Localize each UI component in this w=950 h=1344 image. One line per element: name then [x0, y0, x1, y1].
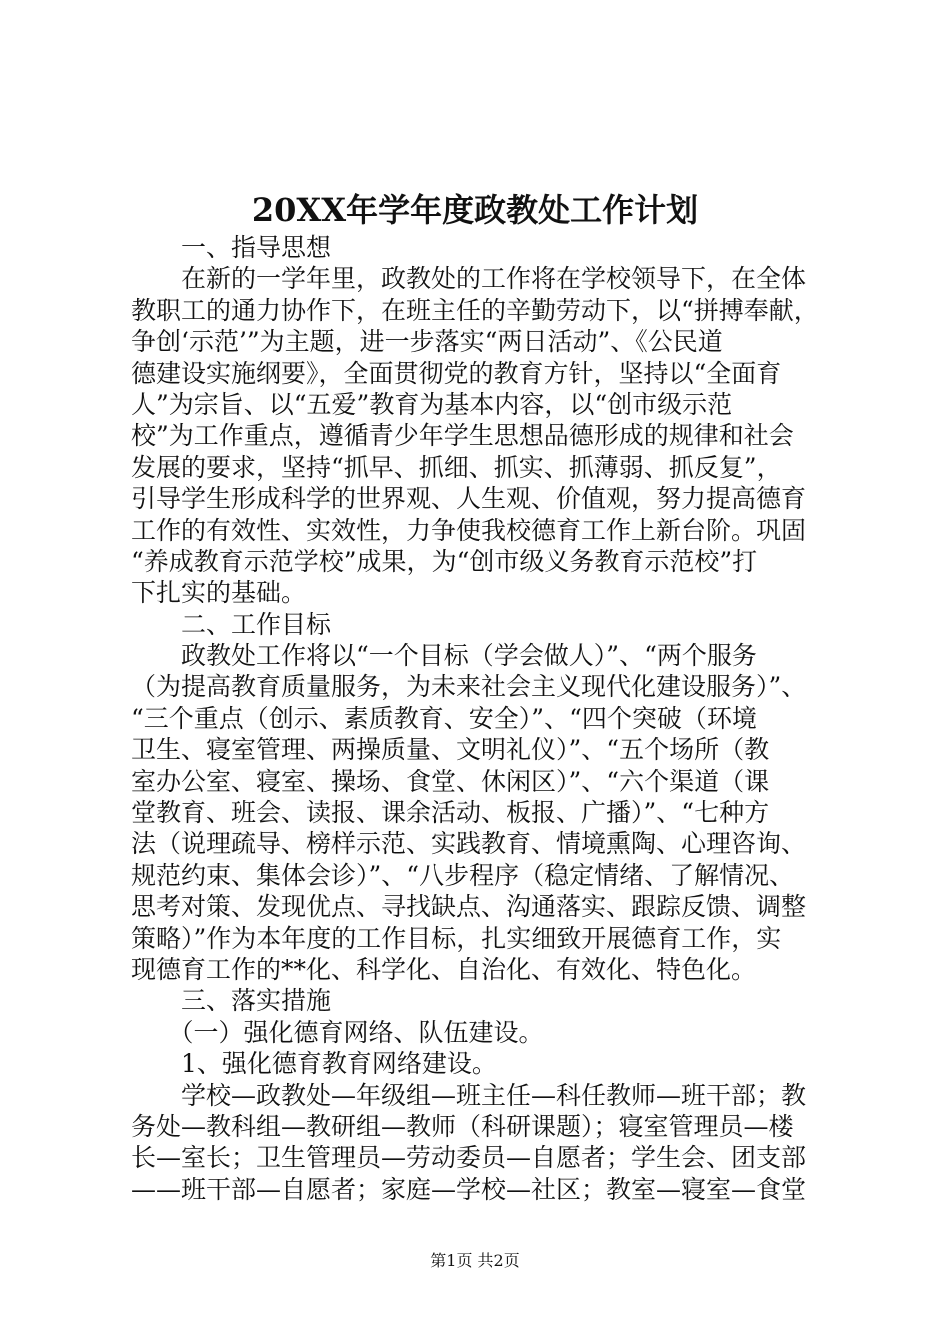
paragraph-line: 卫生、寝室管理、两操质量、文明礼仪）”、“五个场所（教	[131, 735, 770, 765]
paragraph-line: ——班干部—自愿者；家庭—学校—社区；教室—寝室—食堂	[131, 1174, 807, 1204]
paragraph-line: 教职工的通力协作下，在班主任的辛勤劳动下，以“拼搏奉献，	[131, 295, 819, 325]
paragraph-line: 规范约束、集体会诊）”、“八步程序（稳定情绪、了解情况、	[131, 860, 795, 890]
paragraph-line: 室办公室、寝室、操场、食堂、休闲区）”、“六个渠道（课	[131, 766, 770, 796]
paragraph-line: 务处—教科组—教研组—教师（科研课题）；寝室管理员—楼	[131, 1111, 794, 1141]
document-body	[131, 232, 831, 1205]
paragraph-line: 引导学生形成科学的世界观、人生观、价值观，努力提高德育	[131, 484, 807, 514]
paragraph-line: （为提高教育质量服务，为未来社会主义现代化建设服务）”、	[131, 672, 807, 702]
heading-work-goals: 二、工作目标	[131, 609, 332, 639]
page-number-footer: 第1页 共2页	[430, 1251, 520, 1270]
subheading-line: 1、强化德育教育网络建设。	[131, 1049, 497, 1079]
paragraph-line: 发展的要求，坚持“抓早、抓细、抓实、抓薄弱、抓反复”，	[131, 452, 782, 482]
paragraph-line: 德建设实施纲要》，全面贯彻党的教育方针，坚持以“全面育	[131, 358, 782, 388]
paragraph-line: 堂教育、班会、读报、课余活动、板报、广播）”、“七种方	[131, 798, 770, 828]
paragraph-line: 现德育工作的**化、科学化、自治化、有效化、特色化。	[131, 954, 757, 984]
paragraph-line: 工作的有效性、实效性，力争使我校德育工作上新台阶。巩固	[131, 515, 807, 545]
heading-guiding-ideology: 一、指导思想	[131, 233, 332, 262]
paragraph-line: 法（说理疏导、榜样示范、实践教育、情境熏陶、心理咨询、	[131, 829, 807, 859]
paragraph-line: 在新的一学年里，政教处的工作将在学校领导下，在全体	[131, 264, 807, 294]
paragraph-line: 策略）”作为本年度的工作目标，扎实细致开展德育工作，实	[131, 923, 782, 953]
paragraph-line: 学校—政教处—年级组—班主任—科任教师—班干部；教	[131, 1080, 807, 1110]
paragraph-line: 下扎实的基础。	[131, 578, 307, 608]
paragraph-line: 校”为工作重点，遵循青少年学生思想品德形成的规律和社会	[131, 421, 794, 451]
document-title: 20XX年学年度政教处工作计划	[251, 191, 699, 229]
paragraph-line: “三个重点（创示、素质教育、安全）”、“四个突破（环境	[131, 703, 757, 733]
paragraph-line: 政教处工作将以“一个目标（学会做人）”、“两个服务	[131, 641, 757, 671]
paragraph-line: “养成教育示范学校”成果，为“创市级义务教育示范校”打	[131, 546, 758, 576]
subheading-line: （一）强化德育网络、队伍建设。	[131, 1017, 544, 1047]
paragraph-line: 长—室长；卫生管理员—劳动委员—自愿者；学生会、团支部	[131, 1143, 807, 1173]
paragraph-line: 争创‘示范’”为主题，进一步落实“两日活动”、《公民道	[131, 327, 723, 357]
paragraph-line: 人”为宗旨、以“五爱”教育为基本内容，以“创市级示范	[131, 389, 733, 419]
paragraph-line: 思考对策、发现优点、寻找缺点、沟通落实、跟踪反馈、调整	[131, 892, 807, 922]
heading-implementation-measures: 三、落实措施	[131, 986, 332, 1016]
